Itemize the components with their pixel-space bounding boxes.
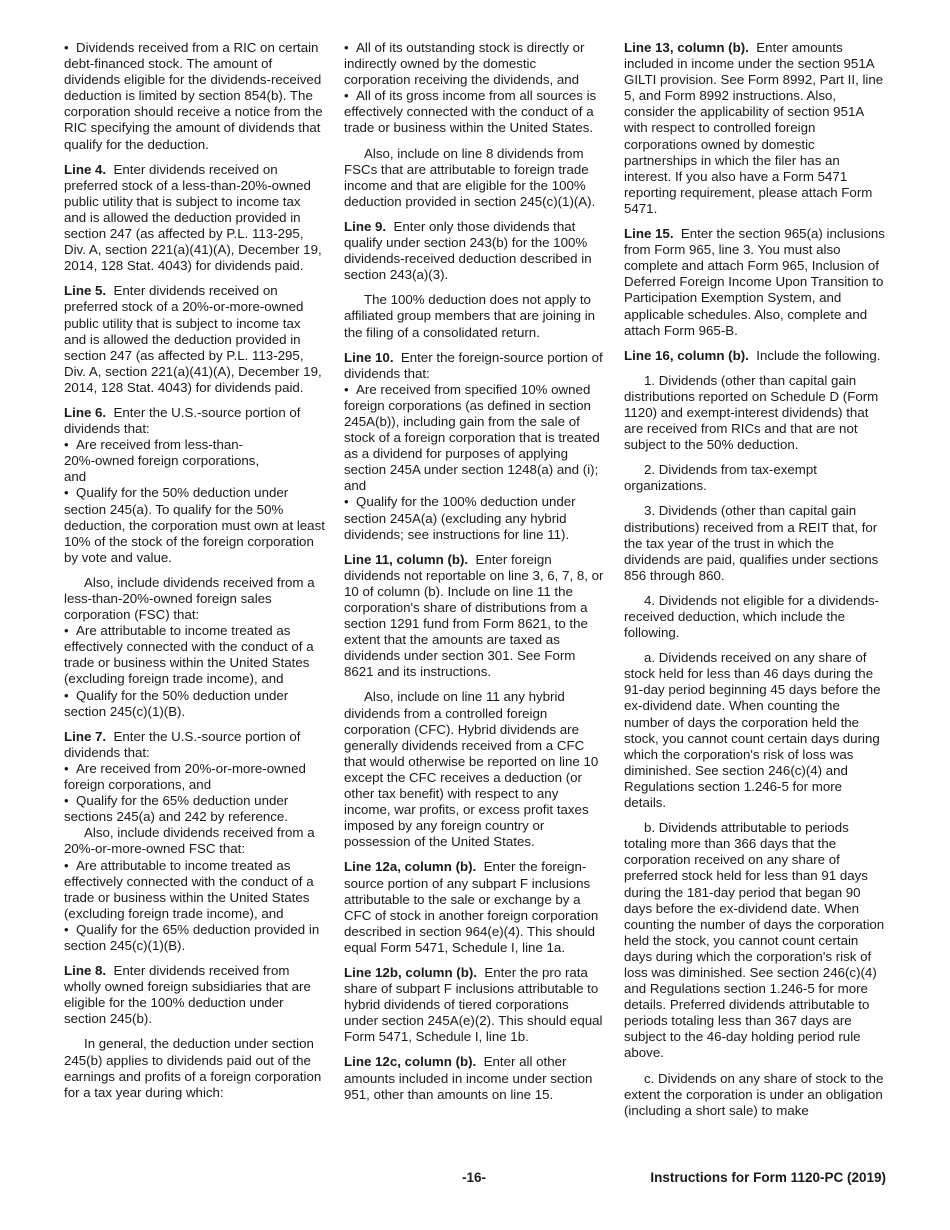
line-12b-heading: Line 12b, column (b). <box>344 964 477 980</box>
page-number: -16- <box>462 1170 487 1185</box>
line-7-bullet-3: • Are attributable to income treated as effectively connected with the conduct of a trade or business within the United States (excluding foreign trade income), and <box>64 858 326 922</box>
line-7-text: Enter the U.S.-source portion of dividends that: <box>64 728 301 760</box>
line-13-heading: Line 13, column (b). <box>624 40 749 55</box>
line-16-item-3: 3. Dividends (other than capital gain distributions) received from a REIT that, for the tax year of the trust in which the dividends are paid, qualifies under sections 856 through 860. <box>624 503 879 583</box>
line-9-paragraph <box>344 219 606 283</box>
line-8-bullet-1: • All of its outstanding stock is directly or indirectly owned by the domestic corporation receiving the dividends, and <box>344 40 606 88</box>
line-15-heading: Line 15. <box>624 226 674 242</box>
line-9-text: Enter only those dividends that qualify under section 243(b) for the 100% dividends-received deduction described in section 243(a)(3). <box>344 218 592 283</box>
line-12b-text: Enter the pro rata share of subpart F inclusions attributable to hybrid dividends of tiered corporations under section 245A(e)(2). This should equal Form 5471, Schedule I, line 1b. <box>344 964 603 1045</box>
line-7-heading: Line 7. <box>64 728 107 744</box>
line-12a-paragraph <box>344 859 606 956</box>
line-12a-heading: Line 12a, column (b). <box>344 859 477 875</box>
line-16-paragraph <box>624 348 886 364</box>
line-16-heading: Line 16, column (b). <box>624 347 749 363</box>
line-5-text: Enter dividends received on preferred stock of a 20%-or-more-owned public utility that is subject to income tax and is allowed the deduction provided in section 247 (as affected by P.L. 113-295, Div. A, section 221(a)(41)(A), December 19, 2014, 128 Stat. 4043) for dividends paid. <box>64 283 322 395</box>
line-7-bullet-1: • Are received from 20%-or-more-owned foreign corporations, and <box>64 761 326 793</box>
line-6-paragraph <box>64 405 326 437</box>
line-7-bullet-2: • Qualify for the 65% deduction under sections 245(a) and 242 by reference. <box>64 793 326 825</box>
line-6-bullet-2: • Qualify for the 50% deduction under section 245(a). To qualify for the 50% deduction, the corporation must own at least 10% of the stock of the foreign corporation by vote and value. <box>64 485 326 565</box>
line-16-item-4a: a. Dividends received on any share of stock held for less than 46 days during the 91-day period beginning 45 days before the ex-dividend date. When counting the number of days the corporation held the stock, you cannot count certain days during which the corporation's risk of loss was diminished. See section 246(c)(4) and Regulations section 1.246-5 for more details. <box>624 650 881 811</box>
line-5-paragraph <box>64 283 326 396</box>
line-6-bullet-4: • Qualify for the 50% deduction under section 245(c)(1)(B). <box>64 688 326 720</box>
line-7-also: Also, include dividends received from a 20%-or-more-owned FSC that: <box>64 825 315 857</box>
line-16-item-2: 2. Dividends from tax-exempt organizations. <box>624 462 817 494</box>
line-16-item-4b: b. Dividends attributable to periods totaling more than 366 days that the corporation received on any share of preferred stock held for less than 91 days during the 181-day period that began 90 days before the ex-dividend date. When counting the number of days the corporation held the stock, you cannot count certain days during which the corporation's risk of loss was diminished. See section 246(c)(4) and Regulations section 1.246-5 for more details. Preferred dividends attributable to periods totaling less than 367 days are subject to the 46-day holding period rule above. <box>624 820 885 1061</box>
line-15-text: Enter the section 965(a) inclusions from Form 965, line 3. You must also complete and attach Form 965, Inclusion of Deferred Foreign Income Upon Transition to Participation Exemption System, and applicable schedules. Also, complete and attach Form 965-B. <box>624 226 885 338</box>
line-8-also: Also, include on line 8 dividends from FSCs that are attributable to foreign trade income and that are eligible for the 100% deduction provided in section 245(c)(1)(A). <box>344 145 596 209</box>
line-6-bullet-1: • Are received from less-than-20%-owned foreign corporations, and <box>64 437 326 485</box>
line-10-bullet-2: • Qualify for the 100% deduction under section 245A(a) (excluding any hybrid dividends; see instructions for line 11). <box>344 494 606 542</box>
line-9-heading: Line 9. <box>344 218 387 234</box>
line-12b-paragraph <box>344 965 606 1045</box>
line-16-item-4: 4. Dividends not eligible for a dividends-received deduction, which include the following. <box>624 592 880 641</box>
line-12c-text: Enter all other amounts included in income under section 951, other than amounts on line 15. <box>344 1054 593 1102</box>
line-10-heading: Line 10. <box>344 349 394 365</box>
line-11-heading: Line 11, column (b). <box>344 551 469 567</box>
line-10-paragraph <box>344 350 606 382</box>
line-13-text: Enter amounts included in income under the section 951A GILTI provision. See Form 8992, Part II, line 5, and Form 8992 instructions. Also, consider the applicability of section 951A with respect to controlled foreign corporations owned by domestic partnerships in which the filer has an interest. If you also have a Form 5471 reporting requirement, please attach Form 5471. <box>624 40 884 216</box>
column-left <box>64 40 326 1110</box>
line-12c-heading: Line 12c, column (b). <box>344 1054 477 1070</box>
column-right <box>624 40 886 1128</box>
line-8-paragraph <box>64 963 326 1027</box>
line-10-bullet-1: • Are received from specified 10% owned foreign corporations (as defined in section 245A(b)), including gain from the sale of stock of a foreign corporation that is treated as a dividend for purposes of applying section 245A under section 1248(a) and (i); and <box>344 382 606 495</box>
line-11-paragraph <box>344 552 606 681</box>
line-8-heading: Line 8. <box>64 963 107 979</box>
line-11-hybrid: Also, include on line 11 any hybrid dividends from a controlled foreign corporation (CFC). Hybrid dividends are generally dividends received from a CFC that would otherwise be reported on line 10 except the CFC receives a deduction (or other tax benefit) with respect to any income, war profits, or excess profit taxes imposed by any foreign country or possession of the United States. <box>344 689 599 850</box>
line-7-paragraph <box>64 729 326 761</box>
line-5-heading: Line 5. <box>64 283 107 299</box>
line-12c-paragraph <box>344 1054 606 1102</box>
line-15-paragraph <box>624 226 886 339</box>
line-8-general: In general, the deduction under section 245(b) applies to dividends paid out of the earnings and profits of a foreign corporation for a tax year during which: <box>64 1036 322 1100</box>
bullet-ric-dividends: • Dividends received from a RIC on certain debt-financed stock. The amount of dividends eligible for the dividends-received deduction is limited by section 854(b). The corporation should receive a notice from the RIC specifying the amount of dividends that qualify for the deduction. <box>64 40 326 153</box>
line-16-item-4c: c. Dividends on any share of stock to the extent the corporation is under an obligation (including a short sale) to make <box>624 1070 884 1118</box>
line-8-text: Enter dividends received from wholly owned foreign subsidiaries that are eligible for the 100% deduction under section 245(b). <box>64 963 311 1027</box>
line-6-also: Also, include dividends received from a less-than-20%-owned foreign sales corporation (FSC) that: <box>64 574 315 623</box>
line-8-bullet-2: • All of its gross income from all sources is effectively connected with the conduct of a trade or business within the United States. <box>344 88 606 136</box>
line-6-text: Enter the U.S.-source portion of dividends that: <box>64 404 301 437</box>
line-7-bullet-4: • Qualify for the 65% deduction provided in section 245(c)(1)(B). <box>64 922 326 954</box>
line-6-bullet-3: • Are attributable to income treated as effectively connected with the conduct of a trade or business within the United States (excluding foreign trade income), and <box>64 623 326 687</box>
line-16-text: Include the following. <box>756 347 881 363</box>
line-4-paragraph <box>64 162 326 275</box>
line-16-item-1: 1. Dividends (other than capital gain distributions reported on Schedule D (Form 1120) and exempt-interest dividends) that are received from RICs and that are not subject to the 50% deduction. <box>624 372 879 453</box>
line-9-deduction-note: The 100% deduction does not apply to affiliated group members that are joining in the filing of a consolidated return. <box>344 292 596 340</box>
line-4-heading: Line 4. <box>64 161 107 177</box>
column-middle <box>344 40 606 1112</box>
line-11-text: Enter foreign dividends not reportable on line 3, 6, 7, 8, or 10 of column (b). Include on line 11 the corporation's share of distributions from a section 1291 fund from Form 8621, to the extent that the amounts are taxed as dividends under section 301. See Form 8621 and its instructions. <box>344 551 604 680</box>
line-13-paragraph <box>624 40 886 217</box>
form-title-footer: Instructions for Form 1120-PC (2019) <box>650 1170 886 1185</box>
line-4-text: Enter dividends received on preferred stock of a less-than-20%-owned public utility that is subject to income tax and is allowed the deduction provided in section 247 (as affected by P.L. 113-295, Div. A, section 221(a)(41)(A), December 19, 2014, 128 Stat. 4043) for dividends paid. <box>64 161 322 274</box>
line-10-text: Enter the foreign-source portion of dividends that: <box>344 349 603 381</box>
line-6-heading: Line 6. <box>64 404 107 420</box>
line-12a-text: Enter the foreign-source portion of any subpart F inclusions attributable to the sale or exchange by a CFC of stock in another foreign corporation described in section 964(e)(4). This should equal Form 5471, Schedule I, line 1a. <box>344 859 599 955</box>
